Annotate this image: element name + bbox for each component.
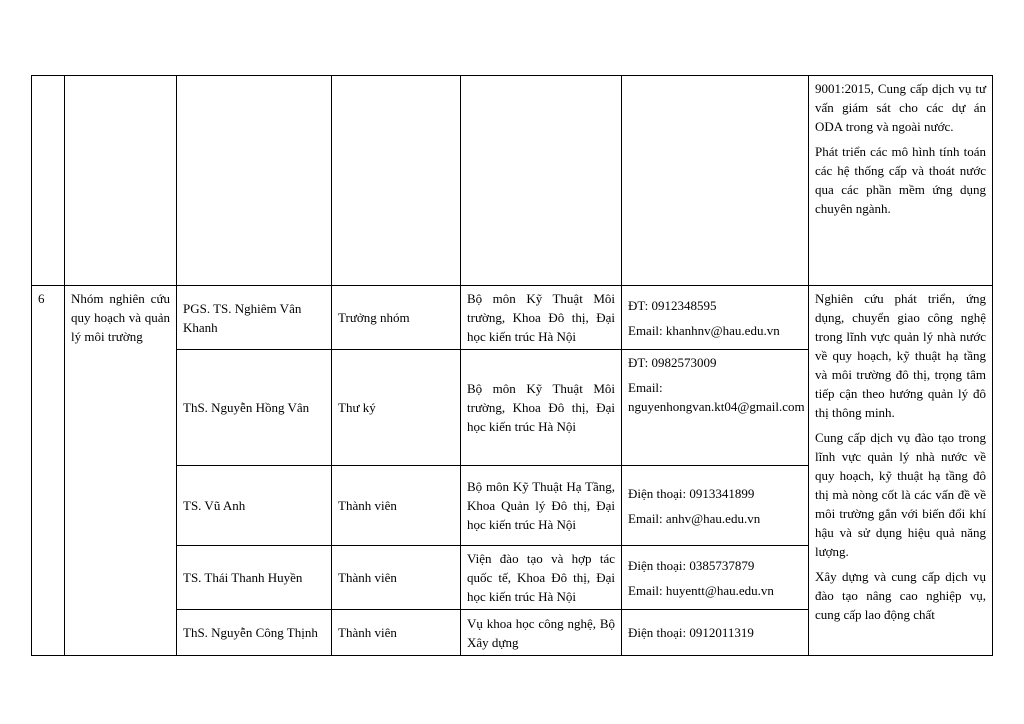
description-paragraph: Nghiên cứu phát triển, ứng dụng, chuyển giao công nghệ trong lĩnh vực quản lý nhà nước về quy hoạch, kỹ thuật hạ tầng và môi trường đô thị, trọng tâm tiếp cận theo hướng quản lý đô thị thông minh. xyxy=(815,291,986,420)
group-stt: 6 xyxy=(32,286,65,656)
member-role: Thành viên xyxy=(332,546,461,610)
cell-role-empty xyxy=(332,76,461,286)
description-paragraph: 9001:2015, Cung cấp dịch vụ tư vấn giám sát cho các dự án ODA trong và ngoài nước. xyxy=(815,81,986,134)
cell-name-empty xyxy=(177,76,332,286)
member-unit: Viện đào tạo và hợp tác quốc tế, Khoa Đô thị, Đại học kiến trúc Hà Nội xyxy=(461,546,622,610)
group-description-cell xyxy=(809,286,993,656)
member-email: Email: nguyenhongvan.kt04@gmail.com xyxy=(628,380,805,414)
member-unit: Bộ môn Kỹ Thuật Môi trường, Khoa Đô thị, Đại học kiến trúc Hà Nội xyxy=(461,350,622,466)
member-contact xyxy=(622,546,809,610)
member-role: Trưởng nhóm xyxy=(332,286,461,350)
member-contact xyxy=(622,286,809,350)
member-unit: Vụ khoa học công nghệ, Bộ Xây dựng xyxy=(461,610,622,656)
member-role: Thành viên xyxy=(332,466,461,546)
description-paragraph: Phát triển các mô hình tính toán các hệ thống cấp và thoát nước qua các phần mềm ứng dụng chuyên ngành. xyxy=(815,144,986,216)
member-role: Thành viên xyxy=(332,610,461,656)
member-contact xyxy=(622,610,809,656)
member-email: Email: anhv@hau.edu.vn xyxy=(628,510,761,526)
continuation-description-cell xyxy=(809,76,993,286)
member-unit: Bộ môn Kỹ Thuật Hạ Tầng, Khoa Quản lý Đô thị, Đại học kiến trúc Hà Nội xyxy=(461,466,622,546)
continuation-row xyxy=(32,76,993,286)
cell-unit-empty xyxy=(461,76,622,286)
cell-contact-empty xyxy=(622,76,809,286)
member-email: Email: huyentt@hau.edu.vn xyxy=(628,582,774,598)
member-phone: Điện thoại: 0912011319 xyxy=(628,625,754,640)
description-paragraph: Cung cấp dịch vụ đào tạo trong lĩnh vực quản lý nhà nước về quy hoạch, kỹ thuật hạ tầng đô thị mà nòng cốt là các vấn đề về môi trường gắn với biến đổi khí hậu và sử dụng hiệu quả năng lượng. xyxy=(815,430,986,559)
member-contact xyxy=(622,350,809,466)
member-contact xyxy=(622,466,809,546)
member-name: PGS. TS. Nghiêm Vân Khanh xyxy=(177,286,332,350)
member-phone: ĐT: 0912348595 xyxy=(628,297,717,313)
member-role: Thư ký xyxy=(332,350,461,466)
group-name: Nhóm nghiên cứu quy hoạch và quản lý môi trường xyxy=(65,286,177,656)
member-name: TS. Thái Thanh Huyền xyxy=(177,546,332,610)
cell-group-empty xyxy=(65,76,177,286)
member-phone: Điện thoại: 0385737879 xyxy=(628,557,755,573)
research-groups-table xyxy=(31,75,993,656)
member-name: ThS. Nguyễn Công Thịnh xyxy=(177,610,332,656)
member-name: ThS. Nguyễn Hồng Vân xyxy=(177,350,332,466)
member-phone: ĐT: 0982573009 xyxy=(628,355,717,370)
member-name: TS. Vũ Anh xyxy=(177,466,332,546)
member-email: Email: khanhnv@hau.edu.vn xyxy=(628,322,780,338)
table-row xyxy=(32,286,993,350)
cell-stt-empty xyxy=(32,76,65,286)
member-phone: Điện thoại: 0913341899 xyxy=(628,485,755,501)
member-unit: Bộ môn Kỹ Thuật Môi trường, Khoa Đô thị, Đại học kiến trúc Hà Nội xyxy=(461,286,622,350)
description-paragraph: Xây dựng và cung cấp dịch vụ đào tạo nâng cao nghiệp vụ, cung cấp lao động chất xyxy=(815,569,986,622)
